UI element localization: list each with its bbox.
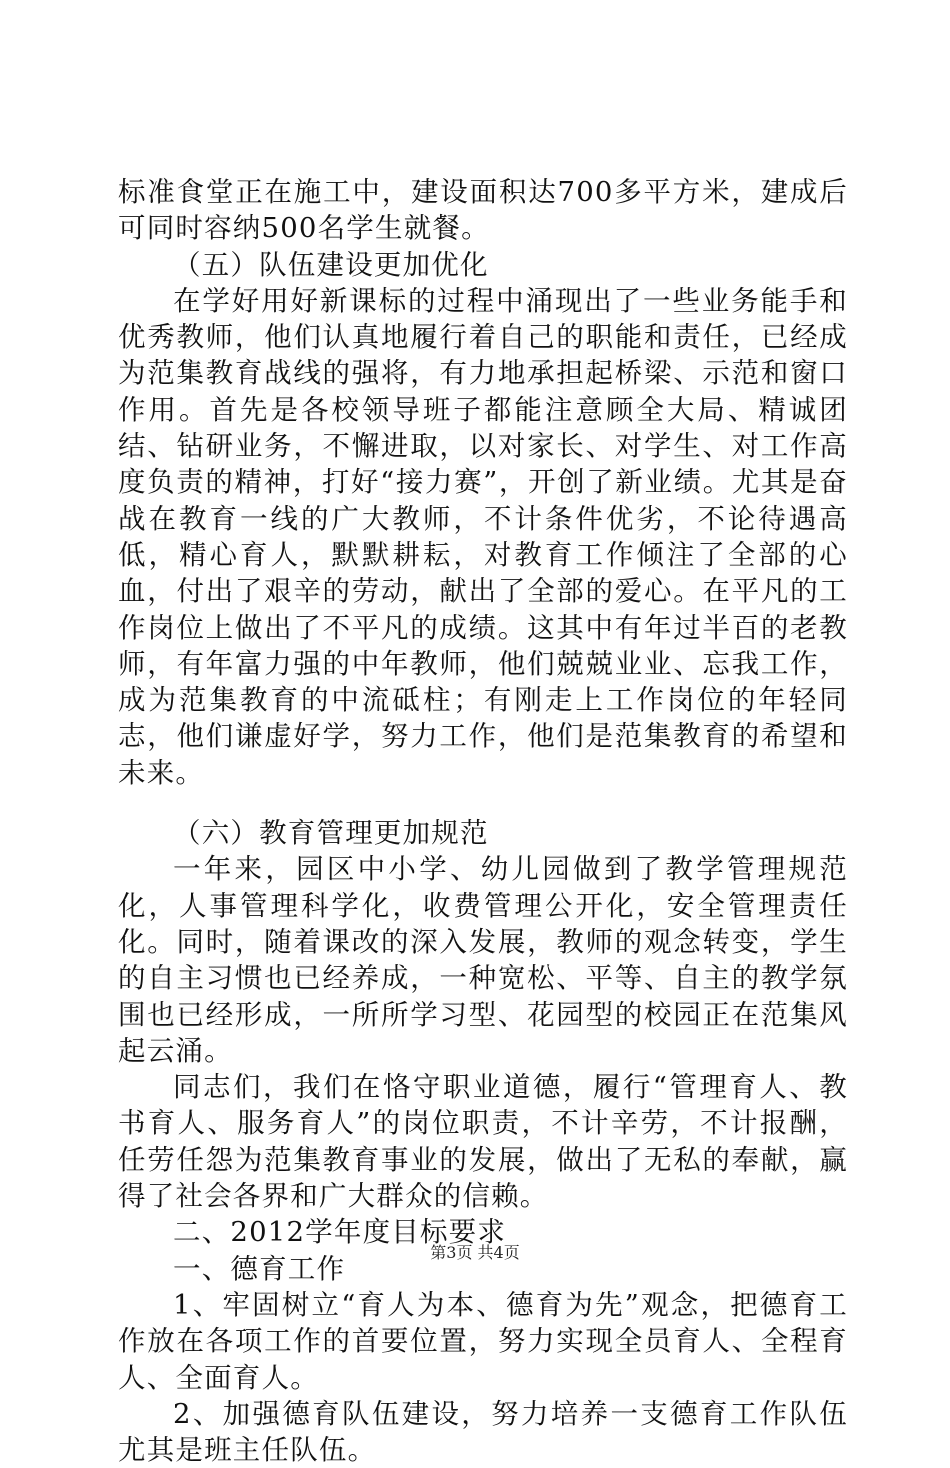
section-heading-moral-education: 一、德育工作 [173, 1252, 346, 1285]
paragraph-canteen-continuation: 标准食堂正在施工中，建设面积达700多平方米，建成后可同时容纳500名学生就餐。 [118, 176, 848, 245]
paragraph-comrades: 同志们，我们在恪守职业道德，履行“管理育人、教书育人、服务育人”的岗位职责，不计辛劳，不计报酬，任劳任怨为范集教育事业的发展，做出了无私的奉献，赢得了社会各界和广大群众的信赖。 [118, 1071, 848, 1213]
paragraph-education-management: 一年来，园区中小学、幼儿园做到了教学管理规范化，人事管理科学化，收费管理公开化，安全管理责任化。同时，随着课改的深入发展，教师的观念转变，学生的自主习惯也已经养成，一种宽松、平等、自主的教学氛围也已经形成，一所所学习型、花园型的校园正在范集风起云涌。 [118, 853, 848, 1067]
list-item-moral-education-1: 1、牢固树立“育人为本、德育为先”观念，把德育工作放在各项工作的首要位置，努力实现全员育人、全程育人、全面育人。 [118, 1288, 848, 1394]
paragraph-team-building: 在学好用好新课标的过程中涌现出了一些业务能手和优秀教师，他们认真地履行着自己的职能和责任，已经成为范集教育战线的强将，有力地承担起桥梁、示范和窗口作用。首先是各校领导班子都能注意顾全大局、精诚团结、钻研业务，不懈进取，以对家长、对学生、对工作高度负责的精神，打好“接力赛”，开创了新业绩。尤其是奋战在教育一线的广大教师，不计条件优劣，不论待遇高低，精心育人，默默耕耘，对教育工作倾注了全部的心血，付出了艰辛的劳动，献出了全部的爱心。在平凡的工作岗位上做出了不平凡的成绩。这其中有年过半百的老教师，有年富力强的中年教师，他们兢兢业业、忘我工作，成为范集教育的中流砥柱；有刚走上工作岗位的年轻同志，他们谦虚好学，努力工作，他们是范集教育的希望和未来。 [118, 284, 848, 789]
section-heading-team-building: （五）队伍建设更加优化 [173, 248, 489, 281]
section-heading-annual-goals: 二、2012学年度目标要求 [173, 1216, 507, 1249]
document-body [118, 174, 848, 1468]
page-number-footer: 第3页 共4页 [430, 1243, 520, 1262]
section-heading-education-management: （六）教育管理更加规范 [173, 817, 489, 850]
list-item-moral-education-2: 2、加强德育队伍建设，努力培养一支德育工作队伍尤其是班主任队伍。 [118, 1397, 848, 1467]
